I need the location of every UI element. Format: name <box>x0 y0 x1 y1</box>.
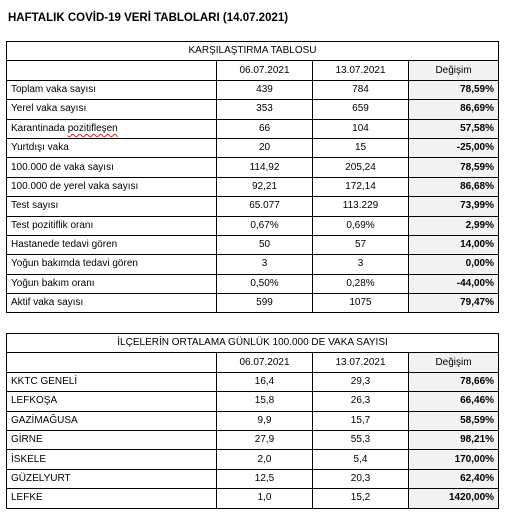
table-row <box>7 235 499 254</box>
table-row <box>7 294 499 313</box>
table-row <box>7 411 499 430</box>
row-value-date-1: 12,5 <box>217 469 313 488</box>
row-value-date-2: 104 <box>313 119 409 138</box>
row-value-date-1: 0,50% <box>217 274 313 293</box>
table-title-row <box>7 334 499 353</box>
row-change: 170,00% <box>409 450 499 469</box>
row-value-date-1: 114,92 <box>217 158 313 177</box>
table-row <box>7 216 499 235</box>
table-row <box>7 119 499 138</box>
row-label: Yoğun bakımda tedavi gören <box>7 255 217 274</box>
row-value-date-1: 20 <box>217 138 313 157</box>
row-label: Yurtdışı vaka <box>7 138 217 157</box>
row-value-date-1: 16,4 <box>217 372 313 391</box>
header-cell-date-2: 13.07.2021 <box>313 61 409 80</box>
row-value-date-1: 0,67% <box>217 216 313 235</box>
table-row <box>7 197 499 216</box>
row-change: 62,40% <box>409 469 499 488</box>
row-value-date-2: 784 <box>313 80 409 99</box>
row-value-date-1: 27,9 <box>217 430 313 449</box>
row-change: -25,00% <box>409 138 499 157</box>
row-change: 2,99% <box>409 216 499 235</box>
row-label-text: Karantinada pozitifleşen <box>11 122 118 134</box>
header-cell-date-2: 13.07.2021 <box>313 353 409 372</box>
table-row <box>7 100 499 119</box>
row-value-date-1: 599 <box>217 294 313 313</box>
row-change: 0,00% <box>409 255 499 274</box>
row-change: 86,69% <box>409 100 499 119</box>
header-cell-change: Değişim <box>409 353 499 372</box>
table-title-row <box>7 42 499 61</box>
row-label: KKTC GENELİ <box>7 372 217 391</box>
table-row <box>7 489 499 508</box>
row-label <box>7 119 217 138</box>
row-label: 100.000 de vaka sayısı <box>7 158 217 177</box>
row-value-date-1: 65.077 <box>217 197 313 216</box>
row-value-date-2: 15,2 <box>313 489 409 508</box>
header-cell-change: Değişim <box>409 61 499 80</box>
row-label: Toplam vaka sayısı <box>7 80 217 99</box>
row-value-date-2: 15 <box>313 138 409 157</box>
row-change: 58,59% <box>409 411 499 430</box>
row-label: Yoğun bakım oranı <box>7 274 217 293</box>
row-label: Hastanede tedavi gören <box>7 235 217 254</box>
row-value-date-2: 0,28% <box>313 274 409 293</box>
row-value-date-2: 29,3 <box>313 372 409 391</box>
table-header-row <box>7 353 499 372</box>
row-value-date-1: 439 <box>217 80 313 99</box>
row-value-date-1: 3 <box>217 255 313 274</box>
row-change: -44,00% <box>409 274 499 293</box>
row-value-date-2: 5,4 <box>313 450 409 469</box>
row-label: GÜZELYURT <box>7 469 217 488</box>
row-value-date-1: 1,0 <box>217 489 313 508</box>
table-row <box>7 158 499 177</box>
table-row <box>7 469 499 488</box>
row-change: 79,47% <box>409 294 499 313</box>
row-label: GAZİMAĞUSA <box>7 411 217 430</box>
header-cell-date-1: 06.07.2021 <box>217 353 313 372</box>
row-change: 73,99% <box>409 197 499 216</box>
row-value-date-2: 113.229 <box>313 197 409 216</box>
row-change: 57,58% <box>409 119 499 138</box>
table-row <box>7 138 499 157</box>
row-value-date-1: 353 <box>217 100 313 119</box>
row-value-date-2: 1075 <box>313 294 409 313</box>
spellcheck-underline: pozitifleşen <box>67 122 118 134</box>
row-value-date-2: 3 <box>313 255 409 274</box>
row-change: 66,46% <box>409 392 499 411</box>
header-cell-date-1: 06.07.2021 <box>217 61 313 80</box>
row-label: 100.000 de yerel vaka sayısı <box>7 177 217 196</box>
header-cell-label <box>7 61 217 80</box>
row-change: 78,59% <box>409 80 499 99</box>
row-change: 78,59% <box>409 158 499 177</box>
row-label: Yerel vaka sayısı <box>7 100 217 119</box>
row-value-date-2: 20,3 <box>313 469 409 488</box>
table-row <box>7 372 499 391</box>
row-value-date-2: 15,7 <box>313 411 409 430</box>
table-row <box>7 450 499 469</box>
row-value-date-2: 205,24 <box>313 158 409 177</box>
row-label: Test sayısı <box>7 197 217 216</box>
comparison-table <box>6 41 499 313</box>
district-table <box>6 333 499 509</box>
row-value-date-1: 66 <box>217 119 313 138</box>
row-value-date-1: 50 <box>217 235 313 254</box>
row-change: 14,00% <box>409 235 499 254</box>
row-value-date-1: 15,8 <box>217 392 313 411</box>
table-row <box>7 177 499 196</box>
row-label: LEFKE <box>7 489 217 508</box>
row-value-date-2: 55,3 <box>313 430 409 449</box>
row-value-date-2: 0,69% <box>313 216 409 235</box>
row-label: Test pozitiflik oranı <box>7 216 217 235</box>
row-value-date-1: 2,0 <box>217 450 313 469</box>
table-row <box>7 274 499 293</box>
row-change: 86,68% <box>409 177 499 196</box>
table-row <box>7 430 499 449</box>
table-title: İLÇELERİN ORTALAMA GÜNLÜK 100.000 DE VAKA SAYISI <box>7 334 499 353</box>
row-value-date-2: 57 <box>313 235 409 254</box>
row-change: 78,66% <box>409 372 499 391</box>
table-row <box>7 255 499 274</box>
table-row <box>7 392 499 411</box>
row-value-date-1: 92,21 <box>217 177 313 196</box>
row-label: LEFKOŞA <box>7 392 217 411</box>
table-row <box>7 80 499 99</box>
row-value-date-2: 172,14 <box>313 177 409 196</box>
row-label: GİRNE <box>7 430 217 449</box>
table-header-row <box>7 61 499 80</box>
table-title: KARŞILAŞTIRMA TABLOSU <box>7 42 499 61</box>
row-label: Aktif vaka sayısı <box>7 294 217 313</box>
row-value-date-2: 659 <box>313 100 409 119</box>
page-title: HAFTALIK COVİD-19 VERİ TABLOLARI (14.07.2021) <box>8 12 289 24</box>
row-change: 98,21% <box>409 430 499 449</box>
row-value-date-2: 26,3 <box>313 392 409 411</box>
row-change: 1420,00% <box>409 489 499 508</box>
row-value-date-1: 9,9 <box>217 411 313 430</box>
header-cell-label <box>7 353 217 372</box>
row-label: İSKELE <box>7 450 217 469</box>
